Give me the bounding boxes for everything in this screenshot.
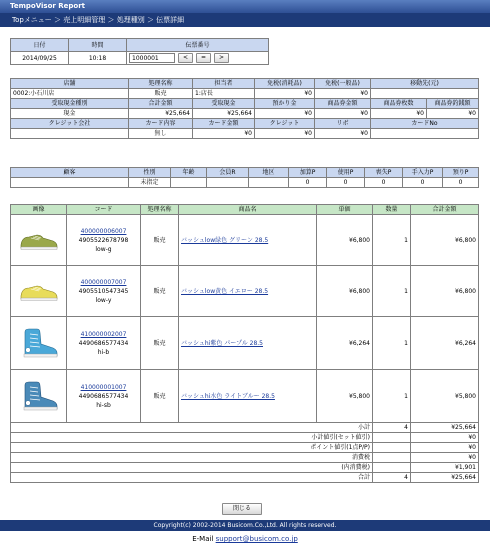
shoe-image <box>19 379 59 413</box>
credit-value: ¥0 <box>255 129 315 139</box>
gift-count-value: ¥0 <box>371 109 427 119</box>
sub-code: low-y <box>95 296 112 304</box>
summary-value: ¥25,664 <box>411 473 479 483</box>
product-image-cell <box>11 370 67 423</box>
manual-point-value: 0 <box>403 178 443 188</box>
summary-value: ¥0 <box>411 433 479 443</box>
card-amount-label: カード金額 <box>193 119 255 129</box>
summary-value: ¥1,901 <box>411 463 479 473</box>
total-value: ¥25,664 <box>129 109 193 119</box>
jan-code: 4905522678798 <box>78 236 129 244</box>
summary-label: ポイント値引(1点P/P) <box>11 443 373 453</box>
date-label: 日付 <box>11 39 69 52</box>
email-label: E-Mail <box>192 535 214 543</box>
gift-change-value: ¥0 <box>427 109 479 119</box>
shoe-image <box>19 229 59 251</box>
slip-number-label: 伝票番号 <box>127 39 269 52</box>
summary-qty: 4 <box>373 423 411 433</box>
use-point-value: 0 <box>327 178 365 188</box>
staff-value: 1:店長 <box>193 89 255 99</box>
image-header: 画像 <box>11 205 67 215</box>
region-label: 地区 <box>249 168 289 178</box>
summary-label: 合計 <box>11 473 373 483</box>
card-type-value: 無し <box>129 129 193 139</box>
table-row <box>11 215 479 266</box>
gift-amount-value: ¥0 <box>315 109 371 119</box>
qty-value: 1 <box>373 317 411 370</box>
unit-price-value: ¥6,800 <box>317 215 373 266</box>
card-type-label: カード内容 <box>129 119 193 129</box>
unit-price-value: ¥6,800 <box>317 266 373 317</box>
breadcrumb: Topメニュー ＞ 売上明細管理 ＞ 処理種別 ＞ 伝票詳細 <box>0 13 490 27</box>
product-code-link[interactable]: 400000007007 <box>80 278 127 286</box>
jan-code: 4490686577434 <box>78 392 129 400</box>
total-label: 合計金額 <box>129 99 193 109</box>
product-name-link[interactable]: バッシュhi水色 ライトブルー 28.5 <box>181 392 275 400</box>
product-image-cell <box>11 266 67 317</box>
staff-label: 担当者 <box>193 79 255 89</box>
product-code-link[interactable]: 400000006007 <box>80 227 127 235</box>
card-amount-value: ¥0 <box>193 129 255 139</box>
qty-value: 1 <box>373 266 411 317</box>
product-name-cell <box>179 317 317 370</box>
total-header: 合計金額 <box>411 205 479 215</box>
product-name-cell <box>179 266 317 317</box>
sub-code: low-g <box>95 245 112 253</box>
age-label: 年齢 <box>171 168 207 178</box>
summary-qty <box>373 443 411 453</box>
summary-row-point-discount <box>11 443 479 453</box>
region-value <box>249 178 289 188</box>
sub-code: hi-b <box>97 348 110 356</box>
summary-qty <box>373 463 411 473</box>
cash-received-value: ¥25,664 <box>193 109 255 119</box>
summary-value: ¥0 <box>411 453 479 463</box>
lost-point-label: 喪失P <box>365 168 403 178</box>
add-point-value: 0 <box>289 178 327 188</box>
proc-header: 処理名称 <box>141 205 179 215</box>
cash-type-value: 現金 <box>11 109 129 119</box>
code-cell <box>67 370 141 423</box>
credit-label: クレジット <box>255 119 315 129</box>
slip-controls <box>127 52 269 65</box>
product-code-link[interactable]: 410000002007 <box>80 330 127 338</box>
cash-received-label: 受取現金 <box>193 99 255 109</box>
summary-row-tax <box>11 453 479 463</box>
slip-number-input[interactable] <box>129 53 175 63</box>
proc-value: 販売 <box>141 317 179 370</box>
items-table <box>10 204 479 483</box>
table-row <box>11 317 479 370</box>
date-value: 2014/09/25 <box>11 52 69 65</box>
summary-label: 小計 <box>11 423 373 433</box>
table-row <box>11 370 479 423</box>
tax-free-consumable-value: ¥0 <box>255 89 315 99</box>
product-image-cell <box>11 215 67 266</box>
product-name-cell <box>179 215 317 266</box>
move-label: 移動先(元) <box>371 79 479 89</box>
proc-label: 処理名称 <box>129 79 193 89</box>
summary-qty <box>373 453 411 463</box>
product-image-cell <box>11 317 67 370</box>
gift-change-label: 商品券釣銭額 <box>427 99 479 109</box>
customer-value <box>11 178 129 188</box>
deposit-value: ¥0 <box>255 109 315 119</box>
time-label: 時間 <box>69 39 127 52</box>
member-value <box>207 178 249 188</box>
tax-free-consumable-label: 免税(消耗品) <box>255 79 315 89</box>
summary-row-total <box>11 473 479 483</box>
unit-price-header: 単価 <box>317 205 373 215</box>
unit-price-value: ¥5,800 <box>317 370 373 423</box>
line-total-value: ¥5,800 <box>411 370 479 423</box>
summary-value: ¥25,664 <box>411 423 479 433</box>
code-cell <box>67 215 141 266</box>
support-email-link[interactable]: support@busicom.co.jp <box>215 535 298 543</box>
product-code-link[interactable]: 410000001007 <box>80 383 127 391</box>
line-total-value: ¥6,264 <box>411 317 479 370</box>
qty-value: 1 <box>373 370 411 423</box>
store-payment-table <box>10 78 479 139</box>
qty-header: 数量 <box>373 205 411 215</box>
line-total-value: ¥6,800 <box>411 266 479 317</box>
product-name-link[interactable]: バッシュlow緑色 グリーン 28.5 <box>181 236 269 244</box>
qty-value: 1 <box>373 215 411 266</box>
store-value: 0002:小石川店 <box>11 89 129 99</box>
move-value <box>371 89 479 99</box>
lost-point-value: 0 <box>365 178 403 188</box>
proc-value: 販売 <box>141 215 179 266</box>
summary-row-subtotal <box>11 423 479 433</box>
ribo-value: ¥0 <box>315 129 371 139</box>
close-button[interactable]: 閉じる <box>222 503 262 515</box>
ribo-label: リボ <box>315 119 371 129</box>
member-label: 会員R <box>207 168 249 178</box>
customer-label: 顧客 <box>11 168 129 178</box>
proc-value: 販売 <box>141 266 179 317</box>
summary-label: 小計値引(セット値引) <box>11 433 373 443</box>
jan-code: 4490686577434 <box>78 339 129 347</box>
summary-label: (内消費税) <box>11 463 373 473</box>
gift-amount-label: 商品券金額 <box>315 99 371 109</box>
credit-company-value <box>11 129 129 139</box>
product-name-link[interactable]: バッシュhi紫色 パープル 28.5 <box>181 339 263 347</box>
add-point-label: 加算P <box>289 168 327 178</box>
summary-qty <box>373 433 411 443</box>
use-point-label: 使用P <box>327 168 365 178</box>
manual-point-label: 手入力P <box>403 168 443 178</box>
summary-value: ¥0 <box>411 443 479 453</box>
store-label: 店舗 <box>11 79 129 89</box>
age-value <box>171 178 207 188</box>
copyright-footer: Copyright(c) 2002-2014 Busicom.Co.,Ltd. All rights reserved. <box>0 520 490 531</box>
gender-value: 未指定 <box>129 178 171 188</box>
tax-free-general-label: 免税(一般品) <box>315 79 371 89</box>
deposit-label: 預かり金 <box>255 99 315 109</box>
slip-header-table <box>10 38 269 65</box>
deposit-point-value: 0 <box>443 178 479 188</box>
tax-free-general-value: ¥0 <box>315 89 371 99</box>
deposit-point-label: 預りP <box>443 168 479 178</box>
app-title: TempoVisor Report <box>0 0 490 13</box>
shoe-image <box>19 326 59 360</box>
summary-row-set-discount <box>11 433 479 443</box>
code-cell <box>67 317 141 370</box>
line-total-value: ¥6,800 <box>411 215 479 266</box>
table-row <box>11 266 479 317</box>
card-no-value <box>371 129 479 139</box>
product-name-link[interactable]: バッシュlow黄色 イエロー 28.5 <box>181 287 269 295</box>
cash-type-label: 受取現金種別 <box>11 99 129 109</box>
code-header: コード <box>67 205 141 215</box>
summary-row-included-tax <box>11 463 479 473</box>
email-line <box>0 533 490 545</box>
proc-value: 販売 <box>129 89 193 99</box>
code-cell <box>67 266 141 317</box>
current-slip-button[interactable]: = <box>196 53 211 63</box>
customer-table <box>10 167 479 188</box>
name-header: 商品名 <box>179 205 317 215</box>
unit-price-value: ¥6,264 <box>317 317 373 370</box>
jan-code: 4905510547345 <box>78 287 129 295</box>
proc-value: 販売 <box>141 370 179 423</box>
prev-slip-button[interactable]: < <box>178 53 193 63</box>
gift-count-label: 商品券枚数 <box>371 99 427 109</box>
summary-label: 消費税 <box>11 453 373 463</box>
gender-label: 性別 <box>129 168 171 178</box>
time-value: 10:18 <box>69 52 127 65</box>
summary-qty: 4 <box>373 473 411 483</box>
sub-code: hi-sb <box>96 401 111 409</box>
next-slip-button[interactable]: > <box>214 53 229 63</box>
credit-company-label: クレジット会社 <box>11 119 129 129</box>
card-no-label: カードNo <box>371 119 479 129</box>
shoe-image <box>19 280 59 302</box>
product-name-cell <box>179 370 317 423</box>
